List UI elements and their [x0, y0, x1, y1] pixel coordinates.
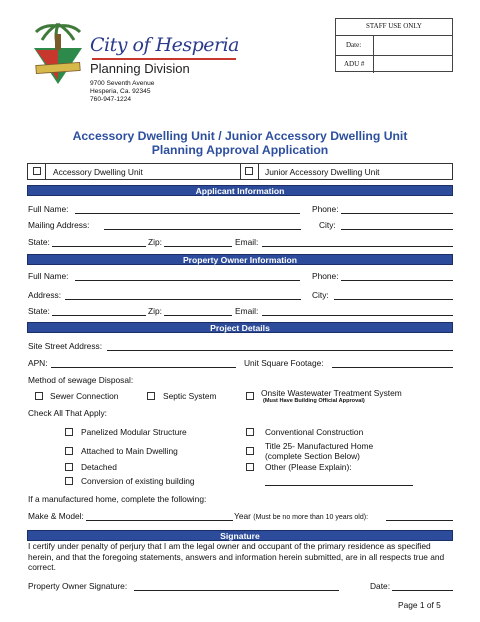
applicant-mailing-label: Mailing Address:: [28, 220, 90, 230]
onsite-wastewater-label: Onsite Wastewater Treatment System: [261, 388, 402, 398]
septic-system-checkbox[interactable]: [147, 392, 155, 400]
conversion-checkbox[interactable]: [65, 477, 73, 485]
owner-address-field[interactable]: [65, 299, 301, 300]
city-seal-icon: [28, 20, 88, 86]
applicant-full-name-label: Full Name:: [28, 204, 69, 214]
manufactured-note: If a manufactured home, complete the following:: [28, 494, 207, 504]
owner-state-label: State:: [28, 306, 50, 316]
make-model-label: Make & Model:: [28, 511, 84, 521]
year-label-note: (Must be no more than 10 years old):: [253, 514, 369, 521]
attached-checkbox[interactable]: [65, 447, 73, 455]
applicant-mailing-field[interactable]: [104, 229, 301, 230]
adu-option-label: Accessory Dwelling Unit: [53, 167, 143, 177]
staff-adu-label: ADU #: [344, 60, 365, 68]
panelized-label: Panelized Modular Structure: [81, 427, 187, 437]
address-line-1: 9700 Seventh Avenue: [90, 80, 155, 87]
detached-label: Detached: [81, 462, 117, 472]
site-address-field[interactable]: [107, 350, 453, 351]
year-label: [234, 511, 368, 521]
applicant-state-field[interactable]: [52, 246, 146, 247]
staff-use-box: [335, 18, 453, 72]
owner-city-field[interactable]: [334, 299, 453, 300]
phone-number: 760-947-1224: [90, 96, 132, 103]
applicant-city-label: City:: [319, 220, 336, 230]
owner-full-name-field[interactable]: [75, 280, 300, 281]
conventional-label: Conventional Construction: [265, 427, 364, 437]
make-model-field[interactable]: [86, 520, 233, 521]
owner-address-label: Address:: [28, 290, 62, 300]
owner-state-field[interactable]: [52, 315, 146, 316]
staff-date-field[interactable]: [374, 36, 452, 55]
panelized-checkbox[interactable]: [65, 428, 73, 436]
page-number: Page 1 of 5: [398, 600, 441, 610]
adu-checkbox[interactable]: [33, 167, 41, 175]
form-title-line1: Accessory Dwelling Unit / Junior Accessory Dwelling Unit: [72, 129, 408, 143]
applicant-city-field[interactable]: [341, 229, 453, 230]
title25-checkbox[interactable]: [246, 447, 254, 455]
title25-sublabel: (complete Section Below): [265, 451, 360, 461]
unit-type-selector: [27, 163, 453, 180]
detached-checkbox[interactable]: [65, 463, 73, 471]
applicant-zip-label: Zip:: [148, 237, 162, 247]
jadu-checkbox[interactable]: [245, 167, 253, 175]
planning-division: Planning Division: [90, 61, 190, 76]
conventional-checkbox[interactable]: [246, 428, 254, 436]
sewer-connection-label: Sewer Connection: [50, 391, 119, 401]
project-details-header: Project Details: [27, 322, 453, 333]
owner-zip-label: Zip:: [148, 306, 162, 316]
owner-signature-label: Property Owner Signature:: [28, 581, 128, 591]
other-label: Other (Please Explain):: [265, 462, 352, 472]
owner-full-name-label: Full Name:: [28, 271, 69, 281]
owner-zip-field[interactable]: [164, 315, 232, 316]
applicant-full-name-field[interactable]: [75, 213, 300, 214]
form-title-line2: Planning Approval Application: [151, 143, 329, 157]
staff-date-label: Date:: [346, 41, 362, 49]
year-label-text: Year: [234, 511, 251, 521]
unit-sqft-field[interactable]: [332, 367, 453, 368]
apn-field[interactable]: [51, 367, 236, 368]
city-logo: [28, 20, 88, 86]
staff-adu-field[interactable]: [374, 56, 452, 73]
staff-use-title: STAFF USE ONLY: [336, 19, 452, 36]
sewage-method-label: Method of sewage Disposal:: [28, 375, 134, 385]
sewer-connection-checkbox[interactable]: [35, 392, 43, 400]
address-line-2: Hesperia, Ca. 92345: [90, 88, 151, 95]
title25-label: Title 25- Manufactured Home: [265, 441, 374, 451]
attached-label: Attached to Main Dwelling: [81, 446, 178, 456]
owner-signature-field[interactable]: [134, 590, 339, 591]
logo-underline: [92, 58, 236, 60]
other-checkbox[interactable]: [246, 463, 254, 471]
owner-city-label: City:: [312, 290, 329, 300]
certification-text: I certify under penalty of perjury that I am the legal owner and occupant of the primary residence as specified herein, and that the foregoing statements, answers and information herein submitted, are in all respects true and correct.: [28, 541, 445, 573]
applicant-state-label: State:: [28, 237, 50, 247]
applicant-phone-label: Phone:: [312, 204, 339, 214]
owner-phone-field[interactable]: [341, 280, 453, 281]
septic-system-label: Septic System: [163, 391, 217, 401]
applicant-zip-field[interactable]: [164, 246, 232, 247]
owner-email-label: Email:: [235, 306, 259, 316]
owner-info-header: Property Owner Information: [27, 254, 453, 265]
applicant-info-header: Applicant Information: [27, 185, 453, 196]
signature-header: Signature: [27, 530, 453, 541]
conversion-label: Conversion of existing building: [81, 476, 195, 486]
applicant-email-field[interactable]: [262, 246, 453, 247]
owner-email-field[interactable]: [262, 315, 453, 316]
signature-date-label: Date:: [370, 581, 391, 591]
applicant-phone-field[interactable]: [341, 213, 453, 214]
onsite-wastewater-checkbox[interactable]: [246, 392, 254, 400]
jadu-option-label: Junior Accessory Dwelling Unit: [265, 167, 380, 177]
year-field[interactable]: [386, 520, 453, 521]
signature-date-field[interactable]: [392, 590, 453, 591]
owner-phone-label: Phone:: [312, 271, 339, 281]
check-all-label: Check All That Apply:: [28, 408, 107, 418]
applicant-email-label: Email:: [235, 237, 259, 247]
apn-label: APN:: [28, 358, 48, 368]
logo-text: City of Hesperia: [90, 34, 239, 56]
onsite-wastewater-note: (Must Have Building Official Approval): [263, 398, 365, 404]
unit-sqft-label: Unit Square Footage:: [244, 358, 324, 368]
other-explain-field[interactable]: [265, 485, 413, 486]
site-address-label: Site Street Address:: [28, 341, 103, 351]
